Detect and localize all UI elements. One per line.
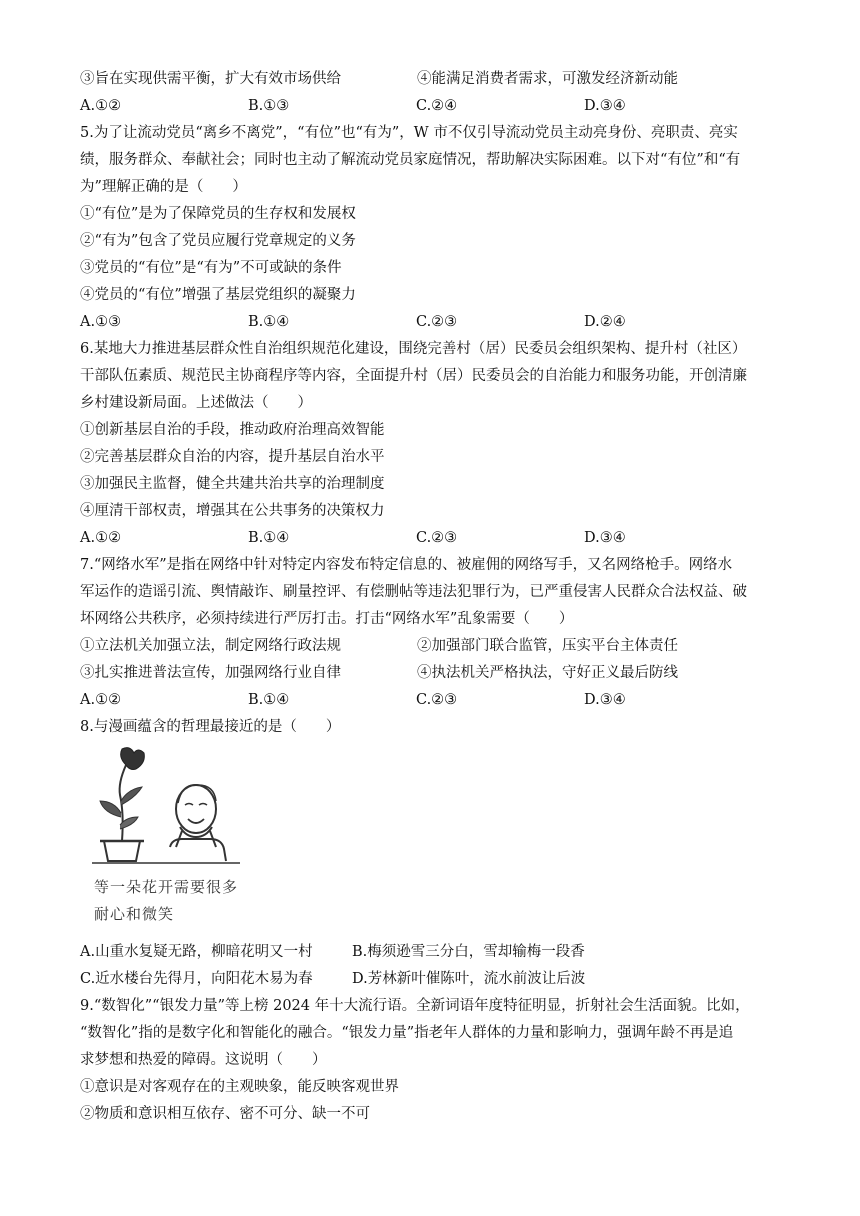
q4-option-c[interactable]: C.②④ <box>416 98 458 114</box>
q6-options <box>80 525 790 552</box>
q4-options <box>80 93 790 120</box>
q5-options <box>80 309 790 336</box>
q5-stem-line-2: 绩，服务群众、奉献社会；同时也主动了解流动党员家庭情况，帮助解决实际困难。以下对“有位”和“有 <box>80 152 741 168</box>
q5-statement-3: ③党员的“有位”是“有为”不可或缺的条件 <box>80 260 342 276</box>
q5-stem-line-3: 为”理解正确的是（ ） <box>80 179 247 195</box>
q6-option-c[interactable]: C.②③ <box>416 530 458 546</box>
q6-stem-line-3: 乡村建设新局面。上述做法（ ） <box>80 395 312 411</box>
q8-options-row-2 <box>80 966 790 993</box>
q7-stem-line-1: 7.“网络水军”是指在网络中针对特定内容发布特定信息的、被雇佣的网络写手，又名网络枪手。网络水 <box>80 557 733 573</box>
q5-option-d[interactable]: D.②④ <box>584 314 626 330</box>
q7-statement-3: ③扎实推进普法宣传，加强网络行业自律 <box>80 665 341 681</box>
q8-option-a[interactable]: A.山重水复疑无路，柳暗花明又一村 <box>80 944 313 960</box>
q8-option-c[interactable]: C.近水楼台先得月，向阳花木易为春 <box>80 971 313 987</box>
q8-option-b[interactable]: B.梅须逊雪三分白，雪却输梅一段香 <box>352 944 585 960</box>
q4-option-d[interactable]: D.③④ <box>584 98 626 114</box>
q5-option-a[interactable]: A.①③ <box>80 314 122 330</box>
q8-option-d[interactable]: D.芳林新叶催陈叶，流水前波让后波 <box>352 971 586 987</box>
q7-option-d[interactable]: D.③④ <box>584 692 626 708</box>
cartoon-caption-line-2: 耐心和微笑 <box>94 905 175 923</box>
cartoon-caption-line-1: 等一朵花开需要很多 <box>94 878 239 896</box>
q7-statements-row-1 <box>80 633 790 660</box>
q7-stem-line-2: 军运作的造谣引流、舆情敲诈、刷量控评、有偿删帖等违法犯罪行为，已严重侵害人民群众合法权益、破 <box>80 584 747 600</box>
q7-option-b[interactable]: B.①④ <box>248 692 290 708</box>
exam-page <box>80 66 790 1128</box>
q8-stem: 8.与漫画蕴含的哲理最接近的是（ ） <box>80 719 341 735</box>
q8-options-row-1 <box>80 939 790 966</box>
q7-stem-line-3: 坏网络公共秩序，必须持续进行严厉打击。打击“网络水军”乱象需要（ ） <box>80 611 574 627</box>
q9-stem-line-2: “数智化”指的是数字化和智能化的融合。“银发力量”指老年人群体的力量和影响力，强调年龄不再是追 <box>80 1025 734 1041</box>
q4-statements-row <box>80 66 790 93</box>
q6-option-b[interactable]: B.①④ <box>248 530 290 546</box>
q6-statement-1: ①创新基层自治的手段，推动政府治理高效智能 <box>80 422 385 438</box>
q9-statement-2: ②物质和意识相互依存、密不可分、缺一不可 <box>80 1106 370 1122</box>
q6-option-a[interactable]: A.①② <box>80 530 122 546</box>
q6-statement-4: ④厘清干部权责，增强其在公共事务的决策权力 <box>80 503 385 519</box>
q8-cartoon <box>80 743 790 939</box>
q5-stem-line-1: 5.为了让流动党员“离乡不离党”，“有位”也“有为”，W 市不仅引导流动党员主动亮身份、亮职责、亮实 <box>80 125 738 141</box>
q6-statement-3: ③加强民主监督，健全共建共治共享的治理制度 <box>80 476 385 492</box>
q6-option-d[interactable]: D.③④ <box>584 530 626 546</box>
q6-statement-2: ②完善基层群众自治的内容，提升基层自治水平 <box>80 449 385 465</box>
q6-stem-line-1: 6.某地大力推进基层群众性自治组织规范化建设，围绕完善村（居）民委员会组织架构、提升村（社区） <box>80 341 747 357</box>
q4-option-b[interactable]: B.①③ <box>248 98 290 114</box>
q5-statement-2: ②“有为”包含了党员应履行党章规定的义务 <box>80 233 356 249</box>
q4-statement-4: ④能满足消费者需求，可激发经济新动能 <box>417 71 678 87</box>
q9-stem-line-3: 求梦想和热爱的障碍。这说明（ ） <box>80 1052 327 1068</box>
q4-option-a[interactable]: A.①② <box>80 98 122 114</box>
q9-stem-line-1: 9.“数智化”“银发力量”等上榜 2024 年十大流行语。全新词语年度特征明显，折射社会生活面貌。比如， <box>80 998 750 1014</box>
q7-statement-1: ①立法机关加强立法，制定网络行政法规 <box>80 638 341 654</box>
q7-statements-row-2 <box>80 660 790 687</box>
q9-statement-1: ①意识是对客观存在的主观映象，能反映客观世界 <box>80 1079 399 1095</box>
q7-option-a[interactable]: A.①② <box>80 692 122 708</box>
q5-option-b[interactable]: B.①④ <box>248 314 290 330</box>
q7-statement-4: ④执法机关严格执法，守好正义最后防线 <box>417 665 678 681</box>
q5-statement-4: ④党员的“有位”增强了基层党组织的凝聚力 <box>80 287 356 303</box>
cartoon-flower-pot-icon <box>90 743 250 873</box>
q7-option-c[interactable]: C.②③ <box>416 692 458 708</box>
q7-statement-2: ②加强部门联合监管，压实平台主体责任 <box>417 638 678 654</box>
q4-statement-3: ③旨在实现供需平衡，扩大有效市场供给 <box>80 71 341 87</box>
q7-options <box>80 687 790 714</box>
q5-statement-1: ①“有位”是为了保障党员的生存权和发展权 <box>80 206 356 222</box>
q5-option-c[interactable]: C.②③ <box>416 314 458 330</box>
q6-stem-line-2: 干部队伍素质、规范民主协商程序等内容，全面提升村（居）民委员会的自治能力和服务功能，开创清廉 <box>80 368 747 384</box>
